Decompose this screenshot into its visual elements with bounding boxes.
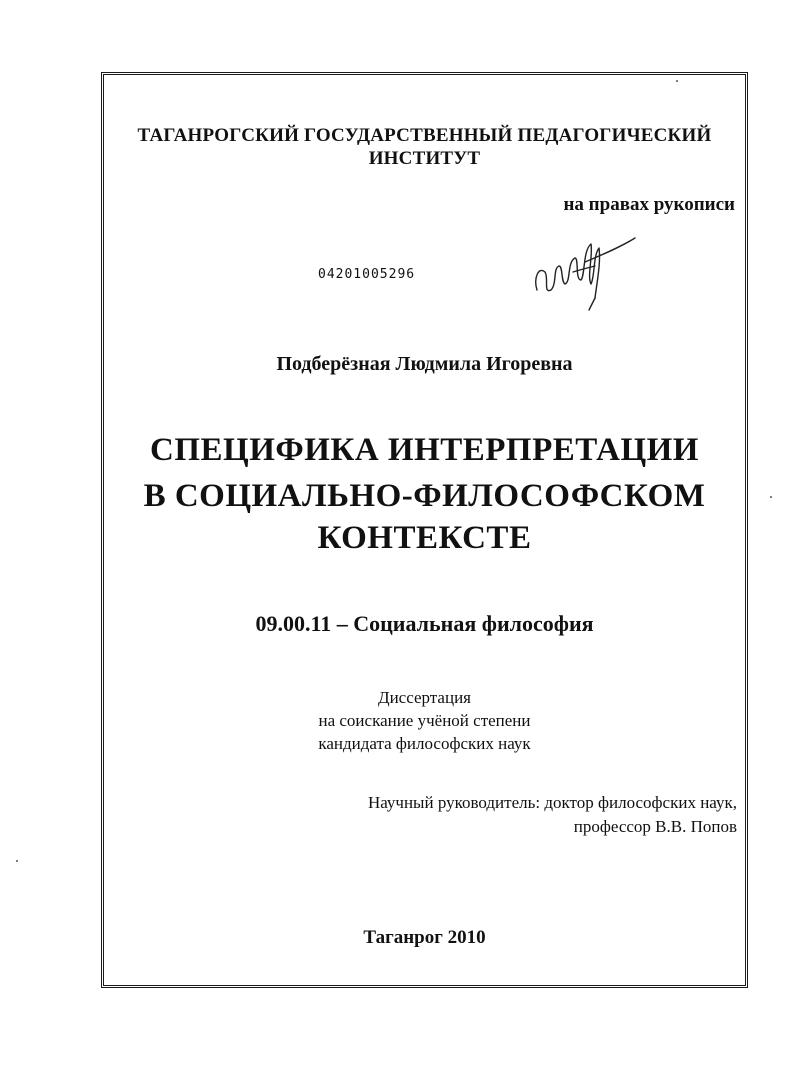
thesis-title-line1: СПЕЦИФИКА ИНТЕРПРЕТАЦИИ [150, 432, 699, 468]
thesis-title-line3: КОНТЕКСТЕ [317, 520, 532, 556]
author-name: Подберёзная Людмила Игоревна [276, 353, 573, 375]
supervisor-line2: профессор В.В. Попов [573, 817, 737, 836]
dissertation-line3: кандидата философских наук [318, 734, 531, 753]
scan-speck [676, 80, 678, 82]
thesis-title-line2: В СОЦИАЛЬНО-ФИЛОСОФСКОМ [143, 478, 706, 514]
scan-speck [16, 860, 18, 862]
institution-name-line1: ТАГАНРОГСКИЙ ГОСУДАРСТВЕННЫЙ ПЕДАГОГИЧЕСКИЙ [137, 125, 712, 146]
supervisor-block [368, 791, 737, 839]
page-border [101, 72, 748, 988]
dissertation-line2: на соискание учёной степени [318, 711, 531, 730]
supervisor-line1: Научный руководитель: доктор философских наук, [367, 793, 737, 812]
dissertation-line1: Диссертация [377, 688, 471, 707]
institution-name-line2: ИНСТИТУТ [368, 148, 481, 169]
specialty: 09.00.11 – Социальная философия [255, 611, 594, 636]
scan-speck [770, 496, 772, 498]
city-year: Таганрог 2010 [363, 927, 486, 948]
signature-mark [529, 232, 639, 312]
manuscript-note: на правах рукописи [563, 194, 735, 215]
catalog-code: 04201005296 [318, 267, 416, 282]
